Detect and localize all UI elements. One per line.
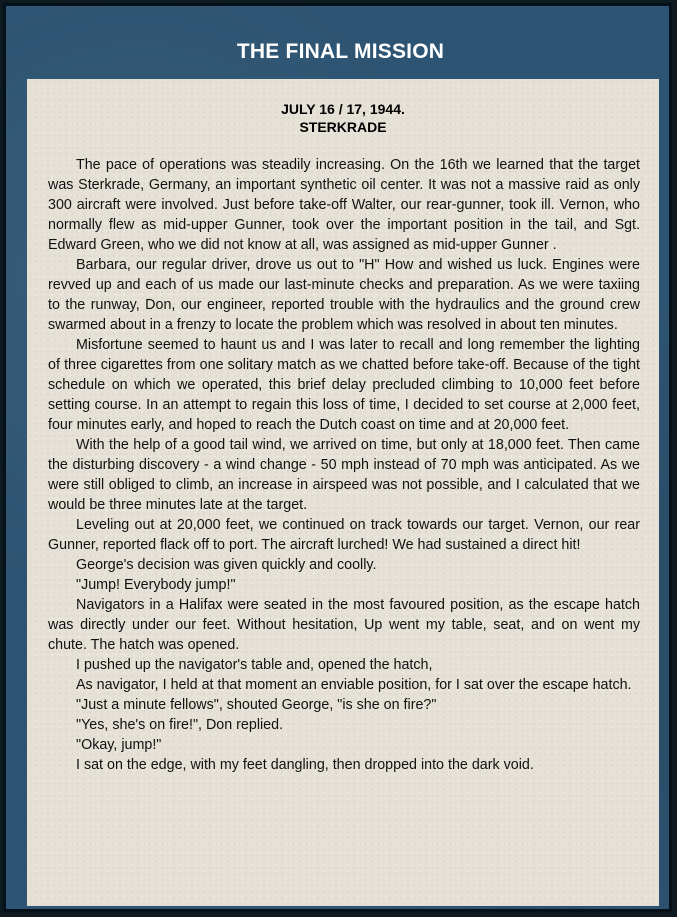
story-body	[48, 155, 640, 775]
mission-date: JULY 16 / 17, 1944.	[281, 101, 405, 117]
paper-panel	[27, 79, 659, 906]
paragraph: "Yes, she's on fire!", Don replied.	[76, 717, 284, 733]
page-frame	[3, 3, 672, 912]
paragraph: I pushed up the navigator's table and, opened the hatch,	[76, 657, 433, 673]
page-title: THE FINAL MISSION	[236, 40, 445, 63]
paragraph: Barbara, our regular driver, drove us out to "H" How and wished us luck. Engines were revved up and each of us made our last-minute checks and preparation. As we were taxiing to the runway, Don, our engineer, reported trouble with the hydraulics and the ground crew swarmed about in a frenzy to locate the problem which was resolved in about ten minutes.	[48, 257, 640, 333]
paragraph: "Just a minute fellows", shouted George, "is she on fire?"	[76, 697, 437, 713]
paragraph: The pace of operations was steadily increasing. On the 16th we learned that the target was Sterkrade, Germany, an important synthetic oil center. It was not a massive raid as only 300 aircraft were involved. Just before take-off Walter, our rear-gunner, took ill. Vernon, who normally flew as mid-upper Gunner, took over the important position in the tail, and Sgt. Edward Green, who we did not know at all, was assigned as mid-upper Gunner .	[48, 157, 640, 253]
paragraph: "Jump! Everybody jump!"	[76, 577, 236, 593]
paragraph: George's decision was given quickly and coolly.	[76, 557, 377, 573]
paragraph: Navigators in a Halifax were seated in the most favoured position, as the escape hatch was directly under our feet. Without hesitation, Up went my table, seat, and on went my chute. The hatch was opened.	[48, 597, 640, 653]
paragraph: With the help of a good tail wind, we arrived on time, but only at 18,000 feet. Then came the disturbing discovery - a wind change - 50 mph instead of 70 mph was anticipated. As we were still obliged to climb, an increase in airspeed was not possible, and I calculated that we would be three minutes late at the target.	[48, 437, 640, 513]
paragraph: "Okay, jump!"	[76, 737, 162, 753]
paragraph: Leveling out at 20,000 feet, we continued on track towards our target. Vernon, our rear Gunner, reported flack off to port. The aircraft lurched! We had sustained a direct hit!	[48, 517, 640, 553]
paragraph: I sat on the edge, with my feet dangling, then dropped into the dark void.	[76, 757, 534, 773]
mission-target: STERKRADE	[299, 119, 387, 135]
paragraph: Misfortune seemed to haunt us and I was later to recall and long remember the lighting of three cigarettes from one solitary match as we chatted before take-off. Because of the tight schedule on which we operated, this brief delay precluded climbing to 10,000 feet before setting course. In an attempt to regain this loss of time, I decided to set course at 2,000 feet, four minutes early, and hoped to reach the Dutch coast on time and at 20,000 feet.	[48, 337, 640, 433]
paragraph: As navigator, I held at that moment an enviable position, for I sat over the escape hatch.	[76, 677, 632, 693]
